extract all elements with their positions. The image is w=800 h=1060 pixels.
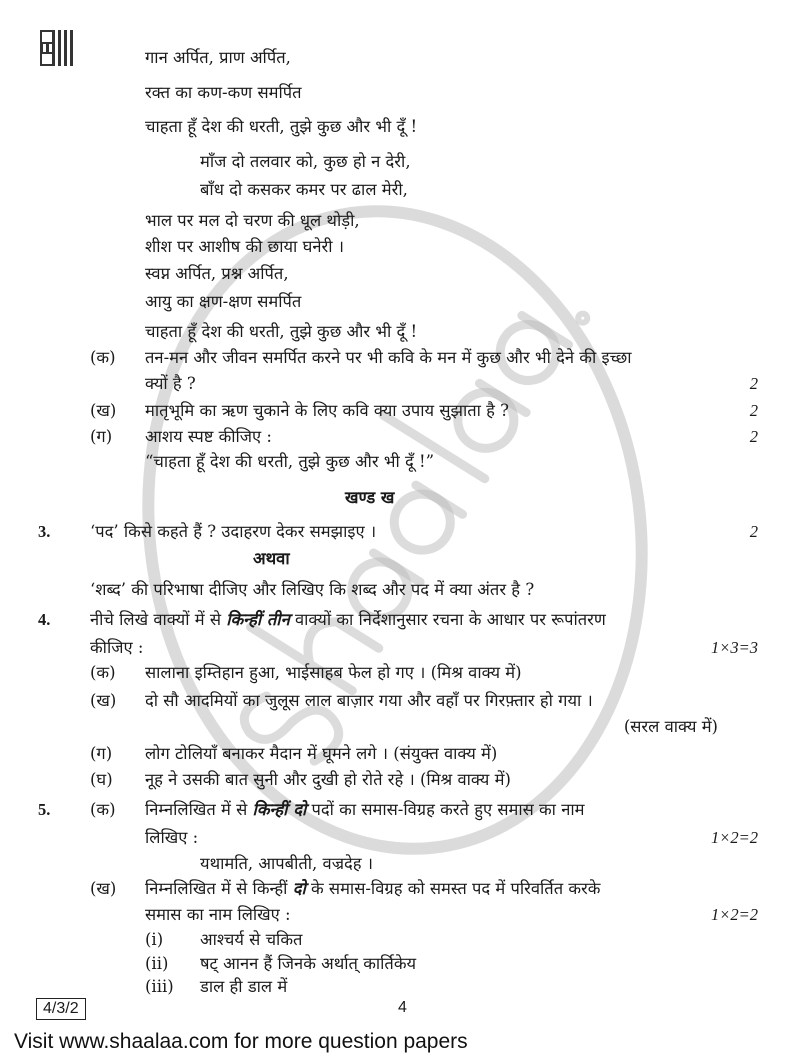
poem-line: शीश पर आशीष की छाया घनेरी । [145, 237, 345, 256]
poem-line: भाल पर मल दो चरण की धूल थोड़ी, [145, 211, 360, 230]
question-number: 3. [38, 522, 51, 541]
paper-code: 4/3/2 [36, 998, 86, 1020]
question-text: क्यों है ? [145, 374, 196, 393]
poem-line: चाहता हूँ देश की धरती, तुझे कुछ और भी दूँ ! [145, 322, 418, 341]
question-text: लिखिए : [145, 828, 199, 847]
sub-label: (ग) [90, 427, 113, 446]
emphasis: दो [292, 879, 306, 898]
emphasis: किन्हीं दो [252, 800, 307, 819]
question-text [145, 799, 585, 821]
qr-code-icon [40, 30, 76, 66]
marks: 1×2=2 [710, 828, 758, 847]
page-number: 4 [398, 999, 407, 1016]
sub-label: (ख) [90, 691, 117, 710]
sub-label: (ग) [90, 744, 113, 763]
item-text: सालाना इम्तिहान हुआ, भाईसाहब फेल हो गए । (मिश्र वाक्य में) [145, 663, 522, 682]
poem-line: रक्त का कण-कण समर्पित [145, 83, 302, 102]
marks: 1×2=2 [710, 905, 758, 924]
question-number: 5. [38, 800, 51, 819]
question-text [145, 878, 600, 900]
text: निम्नलिखित में से किन्हीं [145, 879, 293, 898]
sub-label: (ख) [90, 401, 117, 420]
text: के समास-विग्रह को समस्त पद में परिवर्तित करके [305, 879, 601, 898]
marks: 2 [749, 427, 758, 446]
text: पदों का समास-विग्रह करते हुए समास का नाम [306, 800, 585, 819]
roman-label: (i) [145, 930, 164, 949]
poem-line: बाँध दो कसकर कमर पर ढाल मेरी, [200, 180, 408, 199]
sub-label: (क) [90, 348, 116, 367]
item-text: षट् आनन हैं जिनके अर्थात् कार्तिकेय [200, 954, 417, 973]
marks: 2 [749, 374, 758, 393]
question-text: मातृभूमि का ऋण चुकाने के लिए कवि क्या उपाय सुझाता है ? [145, 401, 510, 420]
sub-label: (क) [90, 800, 116, 819]
question-text [90, 609, 606, 631]
question-text: तन-मन और जीवन समर्पित करने पर भी कवि के मन में कुछ और भी देने की इच्छा [145, 348, 632, 367]
item-text: डाल ही डाल में [200, 977, 288, 996]
quote: “चाहता हूँ देश की धरती, तुझे कुछ और भी दूँ !” [145, 452, 435, 471]
item-note: (सरल वाक्य में) [623, 717, 718, 736]
marks: 1×3=3 [710, 638, 758, 657]
poem-line: गान अर्पित, प्राण अर्पित, [145, 48, 291, 67]
text: निम्नलिखित में से [145, 800, 253, 819]
marks: 2 [749, 522, 758, 541]
section-title: खण्ड ख [345, 488, 395, 507]
question-text: कीजिए : [90, 638, 144, 657]
question-text: आशय स्पष्ट कीजिए : [145, 427, 272, 446]
question-text: समास का नाम लिखिए : [145, 905, 291, 924]
item-text: दो सौ आदमियों का जुलूस लाल बाज़ार गया और वहाँ पर गिरफ़्तार हो गया । [145, 691, 593, 710]
question-text: ‘शब्द’ की परिभाषा दीजिए और लिखिए कि शब्द और पद में क्या अंतर है ? [90, 580, 535, 599]
item-text: लोग टोलियाँ बनाकर मैदान में घूमने लगे । (संयुक्त वाक्य में) [145, 744, 498, 763]
poem-line: स्वप्न अर्पित, प्रश्न अर्पित, [145, 264, 289, 283]
roman-label: (ii) [145, 954, 169, 973]
text: वाक्यों का निर्देशानुसार रचना के आधार पर रूपांतरण [289, 610, 606, 629]
word-list: यथामति, आपबीती, वज्रदेह । [200, 854, 374, 873]
promo-footer-link[interactable]: Visit www.shaalaa.com for more question papers [14, 1030, 468, 1053]
sub-label: (घ) [90, 770, 113, 789]
marks: 2 [749, 401, 758, 420]
sub-label: (ख) [90, 879, 117, 898]
emphasis: किन्हीं तीन [226, 610, 290, 629]
poem-line: आयु का क्षण-क्षण समर्पित [145, 292, 302, 311]
poem-line: चाहता हूँ देश की धरती, तुझे कुछ और भी दूँ ! [145, 117, 418, 136]
text: नीचे लिखे वाक्यों में से [90, 610, 227, 629]
roman-label: (iii) [145, 977, 174, 996]
or-label: अथवा [253, 549, 290, 568]
question-text: ‘पद’ किसे कहते हैं ? उदाहरण देकर समझाइए । [90, 522, 377, 541]
item-text: नूह ने उसकी बात सुनी और दुखी हो रोते रहे । (मिश्र वाक्य में) [145, 770, 511, 789]
poem-line: माँज दो तलवार को, कुछ हो न देरी, [200, 152, 411, 171]
question-number: 4. [38, 610, 51, 629]
item-text: आश्चर्य से चकित [200, 930, 303, 949]
sub-label: (क) [90, 663, 116, 682]
